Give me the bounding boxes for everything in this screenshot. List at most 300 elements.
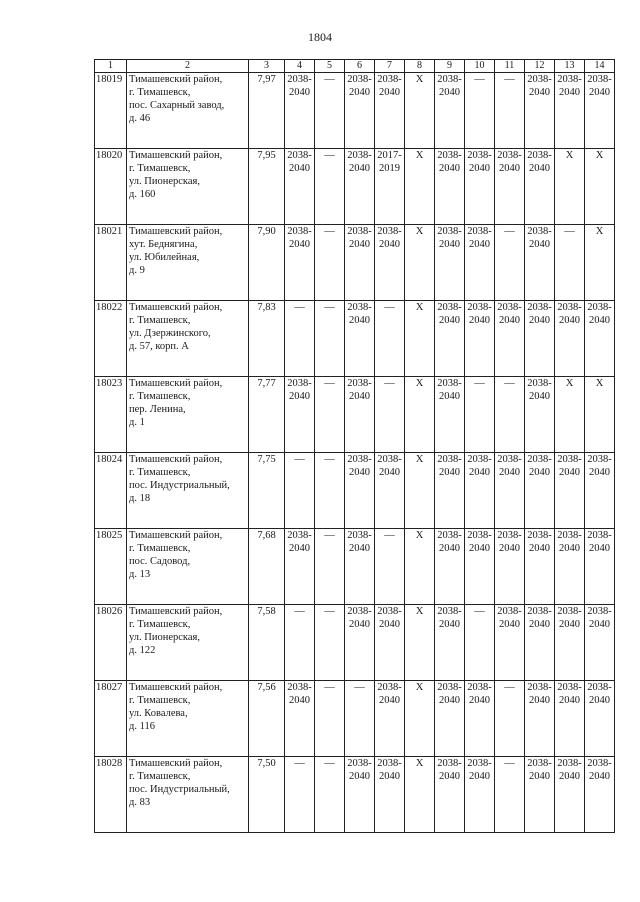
address-cell (127, 225, 249, 301)
period-cell (285, 73, 315, 149)
period-end: 2040 (349, 87, 370, 98)
period-cell: X (555, 149, 585, 225)
address-line: д. 18 (129, 493, 151, 504)
row-id: 18023 (95, 377, 127, 453)
table-row (95, 301, 615, 377)
table-body (95, 73, 615, 833)
address-cell (127, 605, 249, 681)
address-line: Тимашевский район, (129, 378, 223, 389)
period-end: 2040 (439, 619, 460, 630)
period-cell (495, 149, 525, 225)
period-cell (495, 605, 525, 681)
table-row (95, 377, 615, 453)
period-cell (435, 377, 465, 453)
period-cell (555, 605, 585, 681)
period-cell (345, 225, 375, 301)
period-end: 2040 (589, 315, 610, 326)
period-cell: X (585, 377, 615, 453)
period-end: 2040 (439, 163, 460, 174)
period-end: 2040 (499, 543, 520, 554)
address-line: пер. Ленина, (129, 404, 186, 415)
period-cell (345, 377, 375, 453)
period-cell: X (405, 757, 435, 833)
period-cell: X (405, 453, 435, 529)
period-end: 2040 (349, 619, 370, 630)
period-start: 2038- (587, 74, 612, 85)
header-row (95, 60, 615, 73)
period-end: 2040 (529, 771, 550, 782)
period-end: 2019 (379, 163, 400, 174)
period-start: 2038- (557, 606, 582, 617)
period-start: 2038- (527, 454, 552, 465)
period-cell (495, 453, 525, 529)
address-line: хут. Беднягина, (129, 239, 198, 250)
period-cell (525, 301, 555, 377)
period-cell (435, 529, 465, 605)
period-cell: X (405, 301, 435, 377)
period-end: 2040 (529, 619, 550, 630)
period-cell (585, 529, 615, 605)
period-start: 2038- (287, 530, 312, 541)
period-start: 2038- (557, 682, 582, 693)
address-cell (127, 73, 249, 149)
period-end: 2040 (379, 695, 400, 706)
period-end: 2040 (469, 163, 490, 174)
period-cell: — (315, 73, 345, 149)
period-end: 2040 (349, 467, 370, 478)
period-start: 2038- (437, 226, 462, 237)
period-cell (345, 757, 375, 833)
period-cell: X (405, 225, 435, 301)
period-cell (555, 529, 585, 605)
period-cell: — (465, 73, 495, 149)
address-line: Тимашевский район, (129, 74, 223, 85)
row-id: 18027 (95, 681, 127, 757)
address-line: д. 1 (129, 417, 145, 428)
period-end: 2040 (469, 239, 490, 250)
period-end: 2040 (439, 315, 460, 326)
period-start: 2038- (347, 454, 372, 465)
address-line: Тимашевский район, (129, 150, 223, 161)
rating-cell: 7,83 (249, 301, 285, 377)
period-end: 2040 (349, 391, 370, 402)
period-end: 2040 (469, 695, 490, 706)
period-cell (585, 757, 615, 833)
column-header: 6 (345, 60, 375, 73)
period-start: 2038- (437, 74, 462, 85)
period-start: 2038- (467, 530, 492, 541)
period-cell (555, 73, 585, 149)
period-cell (285, 149, 315, 225)
period-start: 2038- (347, 226, 372, 237)
period-cell (465, 757, 495, 833)
period-start: 2038- (347, 150, 372, 161)
address-line: г. Тимашевск, (129, 619, 191, 630)
row-id: 18028 (95, 757, 127, 833)
period-end: 2040 (589, 771, 610, 782)
period-cell: X (555, 377, 585, 453)
period-end: 2040 (559, 315, 580, 326)
period-cell (435, 681, 465, 757)
table-row (95, 757, 615, 833)
period-end: 2040 (469, 467, 490, 478)
period-end: 2040 (529, 467, 550, 478)
period-cell (465, 225, 495, 301)
period-start: 2038- (527, 74, 552, 85)
period-start: 2038- (347, 530, 372, 541)
period-start: 2038- (527, 378, 552, 389)
column-header: 11 (495, 60, 525, 73)
period-start: 2038- (377, 682, 402, 693)
period-start: 2038- (377, 454, 402, 465)
address-line: д. 46 (129, 113, 151, 124)
period-end: 2040 (589, 87, 610, 98)
period-cell (555, 681, 585, 757)
period-cell (525, 681, 555, 757)
period-cell: — (315, 453, 345, 529)
row-id: 18022 (95, 301, 127, 377)
period-cell: X (405, 73, 435, 149)
column-header: 5 (315, 60, 345, 73)
period-end: 2040 (529, 239, 550, 250)
period-start: 2038- (377, 226, 402, 237)
page-number: 1804 (308, 30, 332, 44)
period-cell: — (375, 377, 405, 453)
period-cell: — (495, 73, 525, 149)
period-start: 2038- (347, 378, 372, 389)
column-header: 2 (127, 60, 249, 73)
period-cell: — (375, 301, 405, 377)
address-line: г. Тимашевск, (129, 771, 191, 782)
period-end: 2040 (379, 619, 400, 630)
address-line: д. 160 (129, 189, 156, 200)
period-end: 2040 (499, 315, 520, 326)
address-line: пос. Индустриальный, (129, 784, 230, 795)
period-start: 2038- (437, 530, 462, 541)
period-cell (345, 73, 375, 149)
address-line: г. Тимашевск, (129, 87, 191, 98)
period-start: 2038- (347, 758, 372, 769)
address-line: ул. Ковалева, (129, 708, 188, 719)
period-end: 2040 (289, 391, 310, 402)
column-header: 4 (285, 60, 315, 73)
period-cell: — (375, 529, 405, 605)
period-cell (345, 453, 375, 529)
address-line: Тимашевский район, (129, 226, 223, 237)
period-cell: X (585, 225, 615, 301)
period-cell (585, 681, 615, 757)
period-cell: — (315, 301, 345, 377)
period-start: 2038- (557, 302, 582, 313)
period-end: 2040 (289, 87, 310, 98)
period-cell (285, 681, 315, 757)
address-line: ул. Юбилейная, (129, 252, 200, 263)
period-cell (375, 757, 405, 833)
period-end: 2040 (349, 163, 370, 174)
period-start: 2038- (527, 150, 552, 161)
period-end: 2040 (559, 619, 580, 630)
period-cell: — (315, 605, 345, 681)
period-cell: — (315, 757, 345, 833)
period-cell: — (285, 453, 315, 529)
rating-cell: 7,77 (249, 377, 285, 453)
period-start: 2038- (557, 454, 582, 465)
period-cell: — (495, 681, 525, 757)
period-cell (525, 605, 555, 681)
period-cell (585, 73, 615, 149)
period-start: 2038- (287, 74, 312, 85)
column-header: 1 (95, 60, 127, 73)
period-end: 2040 (499, 163, 520, 174)
row-id: 18019 (95, 73, 127, 149)
period-cell: — (495, 225, 525, 301)
period-cell (555, 301, 585, 377)
period-end: 2040 (559, 695, 580, 706)
period-end: 2040 (559, 87, 580, 98)
period-cell (585, 453, 615, 529)
address-cell (127, 529, 249, 605)
address-line: г. Тимашевск, (129, 391, 191, 402)
period-cell: — (495, 757, 525, 833)
period-start: 2038- (557, 530, 582, 541)
rating-cell: 7,75 (249, 453, 285, 529)
period-cell (435, 73, 465, 149)
table-row (95, 73, 615, 149)
period-cell (375, 453, 405, 529)
column-header: 3 (249, 60, 285, 73)
period-end: 2040 (589, 619, 610, 630)
period-end: 2040 (529, 391, 550, 402)
period-cell (285, 225, 315, 301)
column-header: 9 (435, 60, 465, 73)
row-id: 18020 (95, 149, 127, 225)
address-line: пос. Сахарный завод, (129, 100, 225, 111)
period-end: 2040 (559, 467, 580, 478)
period-cell: — (315, 377, 345, 453)
period-cell: — (555, 225, 585, 301)
period-start: 2017- (377, 150, 402, 161)
address-cell (127, 757, 249, 833)
table-row (95, 225, 615, 301)
period-cell: — (345, 681, 375, 757)
period-cell (435, 301, 465, 377)
address-line: пос. Индустриальный, (129, 480, 230, 491)
period-cell (555, 757, 585, 833)
address-line: Тимашевский район, (129, 606, 223, 617)
column-header: 14 (585, 60, 615, 73)
table-row (95, 149, 615, 225)
period-start: 2038- (437, 378, 462, 389)
period-start: 2038- (467, 682, 492, 693)
period-cell (285, 377, 315, 453)
period-start: 2038- (467, 454, 492, 465)
address-line: Тимашевский район, (129, 302, 223, 313)
period-cell (465, 681, 495, 757)
period-cell: X (405, 605, 435, 681)
period-start: 2038- (527, 758, 552, 769)
address-line: д. 13 (129, 569, 151, 580)
period-start: 2038- (437, 150, 462, 161)
period-start: 2038- (437, 606, 462, 617)
period-end: 2040 (439, 543, 460, 554)
period-start: 2038- (437, 682, 462, 693)
period-cell (525, 225, 555, 301)
period-start: 2038- (587, 606, 612, 617)
period-start: 2038- (527, 606, 552, 617)
row-id: 18025 (95, 529, 127, 605)
table-row (95, 681, 615, 757)
period-cell (525, 149, 555, 225)
address-line: д. 122 (129, 645, 156, 656)
address-line: д. 83 (129, 797, 151, 808)
period-start: 2038- (497, 606, 522, 617)
period-start: 2038- (527, 302, 552, 313)
period-end: 2040 (469, 315, 490, 326)
table-row (95, 529, 615, 605)
address-line: г. Тимашевск, (129, 467, 191, 478)
period-cell (585, 605, 615, 681)
period-cell: X (405, 529, 435, 605)
column-header: 8 (405, 60, 435, 73)
period-end: 2040 (379, 87, 400, 98)
period-start: 2038- (527, 682, 552, 693)
period-cell (525, 757, 555, 833)
period-end: 2040 (289, 239, 310, 250)
period-end: 2040 (379, 239, 400, 250)
period-cell (495, 301, 525, 377)
period-cell (525, 73, 555, 149)
period-start: 2038- (587, 682, 612, 693)
period-start: 2038- (377, 758, 402, 769)
period-start: 2038- (497, 150, 522, 161)
period-cell: X (405, 149, 435, 225)
period-end: 2040 (529, 315, 550, 326)
period-start: 2038- (467, 150, 492, 161)
address-line: г. Тимашевск, (129, 315, 191, 326)
period-cell: — (465, 377, 495, 453)
period-end: 2040 (289, 695, 310, 706)
period-cell (375, 73, 405, 149)
period-end: 2040 (469, 771, 490, 782)
period-start: 2038- (347, 74, 372, 85)
period-cell: — (285, 757, 315, 833)
period-end: 2040 (439, 467, 460, 478)
period-end: 2040 (379, 771, 400, 782)
period-cell: X (405, 681, 435, 757)
column-header: 12 (525, 60, 555, 73)
period-start: 2038- (527, 530, 552, 541)
period-start: 2038- (587, 454, 612, 465)
period-cell (345, 301, 375, 377)
period-start: 2038- (347, 302, 372, 313)
period-cell (465, 301, 495, 377)
address-line: пос. Садовод, (129, 556, 191, 567)
period-cell: — (315, 681, 345, 757)
column-header: 7 (375, 60, 405, 73)
period-cell: X (405, 377, 435, 453)
period-end: 2040 (289, 163, 310, 174)
period-cell (345, 149, 375, 225)
period-cell (345, 529, 375, 605)
address-cell (127, 377, 249, 453)
address-line: г. Тимашевск, (129, 163, 191, 174)
row-id: 18026 (95, 605, 127, 681)
period-cell: — (285, 301, 315, 377)
period-start: 2038- (287, 226, 312, 237)
address-line: д. 9 (129, 265, 145, 276)
table-row (95, 605, 615, 681)
address-line: ул. Пионерская, (129, 176, 200, 187)
period-cell (435, 225, 465, 301)
period-cell: — (315, 149, 345, 225)
column-header: 13 (555, 60, 585, 73)
period-start: 2038- (377, 606, 402, 617)
period-cell (495, 529, 525, 605)
period-start: 2038- (467, 758, 492, 769)
period-end: 2040 (589, 695, 610, 706)
period-cell (465, 453, 495, 529)
period-end: 2040 (529, 543, 550, 554)
period-end: 2040 (499, 619, 520, 630)
rating-cell: 7,56 (249, 681, 285, 757)
period-start: 2038- (287, 150, 312, 161)
period-start: 2038- (497, 302, 522, 313)
period-cell (345, 605, 375, 681)
period-end: 2040 (529, 695, 550, 706)
period-cell (375, 605, 405, 681)
table-row (95, 453, 615, 529)
period-end: 2040 (289, 543, 310, 554)
period-start: 2038- (437, 758, 462, 769)
rating-cell: 7,95 (249, 149, 285, 225)
period-cell: — (285, 605, 315, 681)
period-start: 2038- (467, 302, 492, 313)
period-start: 2038- (497, 454, 522, 465)
address-cell (127, 301, 249, 377)
address-line: Тимашевский район, (129, 758, 223, 769)
period-end: 2040 (469, 543, 490, 554)
period-start: 2038- (377, 74, 402, 85)
period-cell (375, 225, 405, 301)
period-end: 2040 (439, 391, 460, 402)
address-line: Тимашевский район, (129, 454, 223, 465)
period-end: 2040 (439, 87, 460, 98)
period-start: 2038- (467, 226, 492, 237)
row-id: 18021 (95, 225, 127, 301)
period-end: 2040 (379, 467, 400, 478)
period-start: 2038- (287, 682, 312, 693)
period-cell (435, 453, 465, 529)
rating-cell: 7,97 (249, 73, 285, 149)
period-end: 2040 (439, 771, 460, 782)
address-cell (127, 681, 249, 757)
period-cell (435, 605, 465, 681)
period-start: 2038- (527, 226, 552, 237)
address-line: Тимашевский район, (129, 682, 223, 693)
address-line: ул. Пионерская, (129, 632, 200, 643)
period-start: 2038- (587, 530, 612, 541)
period-start: 2038- (437, 302, 462, 313)
period-end: 2040 (439, 239, 460, 250)
address-cell (127, 453, 249, 529)
period-cell (525, 529, 555, 605)
period-end: 2040 (349, 771, 370, 782)
period-end: 2040 (349, 543, 370, 554)
period-cell: — (465, 605, 495, 681)
address-line: д. 57, корп. А (129, 341, 189, 352)
address-line: д. 116 (129, 721, 155, 732)
period-end: 2040 (439, 695, 460, 706)
